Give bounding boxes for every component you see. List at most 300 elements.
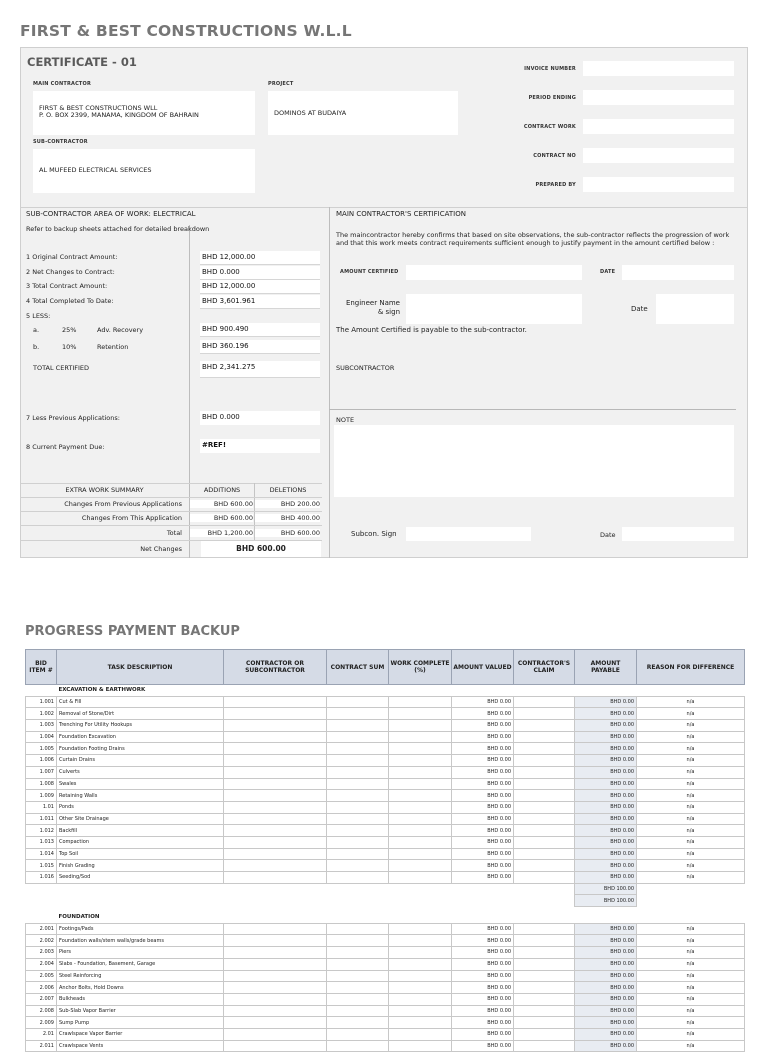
contractor-claim-cell[interactable] [514, 778, 575, 790]
section-spacer [26, 685, 57, 697]
extra-total-add: BHD 1,200.00 [190, 529, 253, 537]
amount-valued-cell: BHD 0.00 [452, 958, 514, 970]
amount-payable-cell: BHD 0.00 [575, 720, 637, 732]
work-complete-cell[interactable] [389, 860, 452, 872]
amount-valued-cell: BHD 0.00 [452, 801, 514, 813]
contractor-cell[interactable] [224, 813, 327, 825]
subcon-date-label: Date [600, 531, 616, 539]
col-contractor-claim: CONTRACTOR'S CLAIM [514, 650, 575, 685]
contractor-cell[interactable] [224, 1040, 327, 1052]
amount-payable-cell: BHD 0.00 [575, 790, 637, 802]
bid-item-number: 1.002 [26, 708, 57, 720]
work-complete-cell[interactable] [389, 720, 452, 732]
amount-payable-cell: BHD 0.00 [575, 993, 637, 1005]
contractor-claim-cell[interactable] [514, 993, 575, 1005]
contractor-cell[interactable] [224, 790, 327, 802]
table-row [26, 731, 745, 743]
col-bid-item: BID ITEM # [26, 650, 57, 685]
bid-item-number: 2.003 [26, 947, 57, 959]
table-row [26, 696, 745, 708]
period-ending-field[interactable] [583, 90, 734, 105]
work-complete-cell[interactable] [389, 1005, 452, 1017]
reason-cell: n/a [637, 801, 745, 813]
reason-cell: n/a [637, 778, 745, 790]
reason-cell: n/a [637, 993, 745, 1005]
total-spacer [637, 883, 745, 895]
amount-certified-field[interactable] [406, 265, 582, 280]
contract-no-label: CONTRACT NO [533, 153, 576, 159]
contractor-cell[interactable] [224, 848, 327, 860]
amount-payable-cell: BHD 0.00 [575, 982, 637, 994]
contract-sum-cell[interactable] [327, 731, 389, 743]
work-complete-cell[interactable] [389, 813, 452, 825]
contractor-claim-cell[interactable] [514, 982, 575, 994]
note-field[interactable] [334, 425, 734, 497]
reason-cell: n/a [637, 1040, 745, 1052]
contract-sum-cell[interactable] [327, 708, 389, 720]
contractor-cell[interactable] [224, 958, 327, 970]
bid-item-number: 2.004 [26, 958, 57, 970]
bid-item-number: 1.006 [26, 755, 57, 767]
net-changes-value: BHD 0.000 [200, 266, 320, 280]
contractor-claim-cell[interactable] [514, 958, 575, 970]
work-complete-cell[interactable] [389, 958, 452, 970]
extra-work-header: EXTRA WORK SUMMARY [65, 486, 144, 494]
backup-header-row [26, 650, 745, 685]
invoice-number-field[interactable] [583, 61, 734, 76]
task-description: Crawlspace Vapor Barrier [57, 1028, 224, 1040]
main-contractor-address: P. O. BOX 2399, MANAMA, KINGDOM OF BAHRAIN [39, 111, 199, 119]
contract-sum-cell[interactable] [327, 1040, 389, 1052]
less-label: 5 LESS: [26, 312, 51, 320]
amount-valued-cell: BHD 0.00 [452, 935, 514, 947]
subcontractor-label: SUB-CONTRACTOR [33, 139, 88, 145]
contractor-cell[interactable] [224, 935, 327, 947]
project-box [268, 91, 458, 135]
project-label: PROJECT [268, 81, 294, 87]
task-description: Compaction [57, 836, 224, 848]
work-complete-cell[interactable] [389, 790, 452, 802]
total-contract-value: BHD 12,000.00 [200, 280, 320, 294]
work-complete-cell[interactable] [389, 935, 452, 947]
contractor-cell[interactable] [224, 923, 327, 935]
amount-payable-cell: BHD 0.00 [575, 731, 637, 743]
work-complete-cell[interactable] [389, 1040, 452, 1052]
contractor-claim-cell[interactable] [514, 836, 575, 848]
contract-sum-cell[interactable] [327, 993, 389, 1005]
contract-sum-cell[interactable] [327, 801, 389, 813]
col-reason: REASON FOR DIFFERENCE [637, 650, 745, 685]
table-row [26, 790, 745, 802]
amount-payable-cell: BHD 0.00 [575, 813, 637, 825]
table-row [26, 708, 745, 720]
table-row [26, 947, 745, 959]
amount-payable-cell: BHD 0.00 [575, 872, 637, 884]
previous-applications-label: 7 Less Previous Applications: [26, 414, 120, 422]
engineer-sign-label: & sign [377, 308, 400, 316]
bid-item-number: 1.014 [26, 848, 57, 860]
section-total-row [26, 895, 745, 907]
contract-sum-cell[interactable] [327, 947, 389, 959]
contract-sum-cell[interactable] [327, 720, 389, 732]
progress-payment-backup-title: PROGRESS PAYMENT BACKUP [25, 624, 240, 639]
amount-valued-cell: BHD 0.00 [452, 813, 514, 825]
note-label: NOTE [336, 416, 355, 424]
changes-previous-del: BHD 200.00 [255, 500, 320, 508]
amount-payable-cell: BHD 0.00 [575, 923, 637, 935]
contractor-claim-cell[interactable] [514, 970, 575, 982]
contractor-claim-cell[interactable] [514, 923, 575, 935]
work-complete-cell[interactable] [389, 923, 452, 935]
work-complete-cell[interactable] [389, 1028, 452, 1040]
amount-valued-cell: BHD 0.00 [452, 1005, 514, 1017]
reason-cell: n/a [637, 755, 745, 767]
contractor-cell[interactable] [224, 743, 327, 755]
contract-sum-cell[interactable] [327, 1017, 389, 1029]
contract-sum-cell[interactable] [327, 778, 389, 790]
subcontractor-name: AL MUFEED ELECTRICAL SERVICES [39, 166, 152, 174]
bid-item-number: 1.011 [26, 813, 57, 825]
contractor-claim-cell[interactable] [514, 755, 575, 767]
contract-sum-cell[interactable] [327, 743, 389, 755]
engineer-sign-field[interactable] [406, 294, 582, 324]
work-complete-cell[interactable] [389, 1017, 452, 1029]
less-a-label: Adv. Recovery [97, 326, 144, 334]
amount-valued-cell: BHD 0.00 [452, 766, 514, 778]
changes-this-add: BHD 600.00 [190, 514, 253, 522]
net-changes-summary-value: BHD 600.00 [201, 541, 321, 557]
task-description: Sump Pump [57, 1017, 224, 1029]
prepared-by-field[interactable] [583, 177, 734, 192]
total-spacer [26, 895, 575, 907]
work-complete-cell[interactable] [389, 982, 452, 994]
col-amount-payable: AMOUNT PAYABLE [575, 650, 637, 685]
subcon-sign-field[interactable] [406, 527, 531, 541]
contractor-cell[interactable] [224, 720, 327, 732]
contract-sum-cell[interactable] [327, 970, 389, 982]
amount-valued-cell: BHD 0.00 [452, 923, 514, 935]
reason-cell: n/a [637, 836, 745, 848]
bid-item-number: 1.004 [26, 731, 57, 743]
contract-sum-cell[interactable] [327, 872, 389, 884]
contract-sum-cell[interactable] [327, 860, 389, 872]
bid-item-number: 1.015 [26, 860, 57, 872]
amount-valued-cell: BHD 0.00 [452, 778, 514, 790]
task-description: Finish Grading [57, 860, 224, 872]
table-row [26, 778, 745, 790]
contractor-cell[interactable] [224, 947, 327, 959]
bid-item-number: 1.008 [26, 778, 57, 790]
amount-payable-cell: BHD 0.00 [575, 935, 637, 947]
table-row [26, 958, 745, 970]
work-complete-cell[interactable] [389, 836, 452, 848]
contract-sum-cell[interactable] [327, 766, 389, 778]
contract-sum-cell[interactable] [327, 825, 389, 837]
contractor-claim-cell[interactable] [514, 860, 575, 872]
contractor-cell[interactable] [224, 1028, 327, 1040]
original-contract-value: BHD 12,000.00 [200, 251, 320, 265]
table-row [26, 720, 745, 732]
subcontractor-box [33, 149, 255, 193]
work-complete-cell[interactable] [389, 743, 452, 755]
table-row [26, 755, 745, 767]
contractor-cell[interactable] [224, 970, 327, 982]
contractor-claim-cell[interactable] [514, 825, 575, 837]
reason-cell: n/a [637, 813, 745, 825]
contractor-cell[interactable] [224, 982, 327, 994]
subcon-date-field[interactable] [622, 527, 734, 541]
contractor-claim-cell[interactable] [514, 743, 575, 755]
bid-item-number: 1.005 [26, 743, 57, 755]
reason-cell: n/a [637, 708, 745, 720]
contractor-cell[interactable] [224, 872, 327, 884]
deletions-header: DELETIONS [269, 486, 307, 494]
table-row [26, 935, 745, 947]
amount-valued-cell: BHD 0.00 [452, 1017, 514, 1029]
work-complete-cell[interactable] [389, 970, 452, 982]
extra-top-line [20, 483, 322, 484]
bid-item-number: 2.01 [26, 1028, 57, 1040]
contractor-cell[interactable] [224, 836, 327, 848]
bid-item-number: 2.006 [26, 982, 57, 994]
main-contractor-name: FIRST & BEST CONSTRUCTIONS WLL [39, 104, 158, 112]
reason-cell: n/a [637, 790, 745, 802]
amount-payable-cell: BHD 0.00 [575, 696, 637, 708]
col-contractor: CONTRACTOR OR SUBCONTRACTOR [224, 650, 327, 685]
reason-cell: n/a [637, 825, 745, 837]
prepared-by-label: PREPARED BY [535, 182, 576, 188]
contractor-cell[interactable] [224, 1017, 327, 1029]
table-row [26, 1028, 745, 1040]
date-caps-field[interactable] [622, 265, 734, 280]
contractor-cell[interactable] [224, 993, 327, 1005]
contract-sum-cell[interactable] [327, 790, 389, 802]
amount-payable-cell: BHD 0.00 [575, 947, 637, 959]
bid-item-number: 2.008 [26, 1005, 57, 1017]
work-complete-cell[interactable] [389, 766, 452, 778]
table-row [26, 825, 745, 837]
extra-total-del: BHD 600.00 [255, 529, 320, 537]
contract-no-field[interactable] [583, 148, 734, 163]
amount-valued-cell: BHD 0.00 [452, 993, 514, 1005]
table-row [26, 766, 745, 778]
extra-total-label: Total [166, 529, 182, 537]
total-completed-label: 4 Total Completed To Date: [26, 297, 114, 305]
col-amount-valued: AMOUNT VALUED [452, 650, 514, 685]
contractor-cell[interactable] [224, 778, 327, 790]
task-description: Steel Reinforcing [57, 970, 224, 982]
table-row [26, 743, 745, 755]
amount-payable-cell: BHD 0.00 [575, 766, 637, 778]
amount-payable-cell: BHD 0.00 [575, 708, 637, 720]
col-task-description: TASK DESCRIPTION [57, 650, 224, 685]
bid-item-number: 2.005 [26, 970, 57, 982]
contractor-claim-cell[interactable] [514, 1040, 575, 1052]
period-ending-label: PERIOD ENDING [528, 95, 576, 101]
work-complete-cell[interactable] [389, 755, 452, 767]
contractor-claim-cell[interactable] [514, 731, 575, 743]
work-complete-cell[interactable] [389, 825, 452, 837]
bid-item-number: 1.007 [26, 766, 57, 778]
reason-cell: n/a [637, 1005, 745, 1017]
task-description: Piers [57, 947, 224, 959]
amount-payable-cell: BHD 0.00 [575, 1040, 637, 1052]
table-row [26, 993, 745, 1005]
table-row [26, 836, 745, 848]
amount-payable-cell: BHD 0.00 [575, 836, 637, 848]
task-description: Foundation Footing Drains [57, 743, 224, 755]
amount-valued-cell: BHD 0.00 [452, 1028, 514, 1040]
amount-payable-cell: BHD 0.00 [575, 801, 637, 813]
amount-payable-cell: BHD 0.00 [575, 1005, 637, 1017]
contract-work-label: CONTRACT WORK [523, 124, 576, 130]
contractor-claim-cell[interactable] [514, 947, 575, 959]
previous-applications-value: BHD 0.000 [200, 411, 320, 425]
contractor-claim-cell[interactable] [514, 935, 575, 947]
col-work-complete: WORK COMPLETE (%) [389, 650, 452, 685]
reason-cell: n/a [637, 720, 745, 732]
contract-sum-cell[interactable] [327, 755, 389, 767]
work-complete-cell[interactable] [389, 872, 452, 884]
work-complete-cell[interactable] [389, 848, 452, 860]
work-complete-cell[interactable] [389, 801, 452, 813]
table-row [26, 970, 745, 982]
reason-cell: n/a [637, 982, 745, 994]
contract-sum-cell[interactable] [327, 848, 389, 860]
section-header-row [26, 912, 745, 924]
contract-sum-cell[interactable] [327, 923, 389, 935]
contractor-claim-cell[interactable] [514, 801, 575, 813]
table-row [26, 1040, 745, 1052]
extra-header-line [20, 497, 322, 498]
contract-sum-cell[interactable] [327, 982, 389, 994]
task-description: Footings/Pads [57, 923, 224, 935]
reason-cell: n/a [637, 1028, 745, 1040]
section-name: FOUNDATION [58, 914, 100, 921]
table-row [26, 813, 745, 825]
additions-header: ADDITIONS [203, 486, 241, 494]
contractor-cell[interactable] [224, 860, 327, 872]
less-a-percent: 25% [62, 326, 77, 334]
section-total-value: BHD 100.00 [575, 895, 637, 907]
contractor-cell[interactable] [224, 755, 327, 767]
retention-value: BHD 360.196 [200, 340, 320, 354]
less-b-label: Retention [97, 343, 129, 351]
bid-item-number: 1.013 [26, 836, 57, 848]
contractor-claim-cell[interactable] [514, 1017, 575, 1029]
reason-cell: n/a [637, 923, 745, 935]
amount-payable-cell: BHD 0.00 [575, 743, 637, 755]
bid-item-number: 1.01 [26, 801, 57, 813]
contract-sum-cell[interactable] [327, 1005, 389, 1017]
backup-note: Refer to backup sheets attached for detailed breakdown [26, 225, 210, 233]
total-completed-value: BHD 3,601.961 [200, 295, 320, 309]
table-row [26, 1005, 745, 1017]
contractor-claim-cell[interactable] [514, 766, 575, 778]
column-divider [189, 225, 190, 558]
contractor-cell[interactable] [224, 801, 327, 813]
contractor-cell[interactable] [224, 766, 327, 778]
net-changes-label: 2 Net Changes to Contract: [26, 268, 115, 276]
contractor-cell[interactable] [224, 696, 327, 708]
table-row [26, 872, 745, 884]
work-complete-cell[interactable] [389, 993, 452, 1005]
contractor-claim-cell[interactable] [514, 708, 575, 720]
note-divider [329, 409, 736, 410]
contractor-claim-cell[interactable] [514, 1005, 575, 1017]
amount-valued-cell: BHD 0.00 [452, 982, 514, 994]
project-name: DOMINOS AT BUDAIYA [274, 109, 347, 117]
amount-certified-label: AMOUNT CERTIFIED [340, 269, 399, 275]
contractor-claim-cell[interactable] [514, 813, 575, 825]
task-description: Bulkheads [57, 993, 224, 1005]
contractor-cell[interactable] [224, 1005, 327, 1017]
contractor-claim-cell[interactable] [514, 696, 575, 708]
work-complete-cell[interactable] [389, 708, 452, 720]
contractor-claim-cell[interactable] [514, 790, 575, 802]
contractor-claim-cell[interactable] [514, 720, 575, 732]
less-a-letter: a. [33, 326, 40, 334]
contract-sum-cell[interactable] [327, 836, 389, 848]
contract-sum-cell[interactable] [327, 935, 389, 947]
task-description: Cut & Fill [57, 696, 224, 708]
company-name: FIRST & BEST CONSTRUCTIONS W.L.L [20, 22, 352, 40]
engineer-date-field[interactable] [656, 294, 734, 324]
adv-recovery-value: BHD 900.490 [200, 323, 320, 337]
contractor-cell[interactable] [224, 731, 327, 743]
contractor-claim-cell[interactable] [514, 872, 575, 884]
amount-payable-cell: BHD 0.00 [575, 755, 637, 767]
contractor-cell[interactable] [224, 825, 327, 837]
bid-item-number: 1.012 [26, 825, 57, 837]
contractor-claim-cell[interactable] [514, 1028, 575, 1040]
contract-sum-cell[interactable] [327, 1028, 389, 1040]
amount-valued-cell: BHD 0.00 [452, 790, 514, 802]
contractor-cell[interactable] [224, 708, 327, 720]
reason-cell: n/a [637, 1017, 745, 1029]
work-complete-cell[interactable] [389, 696, 452, 708]
reason-cell: n/a [637, 872, 745, 884]
total-spacer [26, 883, 575, 895]
bid-item-number: 2.007 [26, 993, 57, 1005]
reason-cell: n/a [637, 935, 745, 947]
table-row [26, 860, 745, 872]
contract-sum-cell[interactable] [327, 958, 389, 970]
bid-item-number: 1.001 [26, 696, 57, 708]
work-complete-cell[interactable] [389, 947, 452, 959]
section-total-row [26, 883, 745, 895]
amount-payable-cell: BHD 0.00 [575, 825, 637, 837]
original-contract-label: 1 Original Contract Amount: [26, 253, 118, 261]
contract-sum-cell[interactable] [327, 696, 389, 708]
task-description: Foundation walls/stem walls/grade beams [57, 935, 224, 947]
table-row [26, 1017, 745, 1029]
contract-sum-cell[interactable] [327, 813, 389, 825]
contract-work-field[interactable] [583, 119, 734, 134]
reason-cell: n/a [637, 848, 745, 860]
changes-previous-add: BHD 600.00 [190, 500, 253, 508]
work-complete-cell[interactable] [389, 731, 452, 743]
net-changes-summary-label: Net Changes [140, 545, 182, 553]
contractor-claim-cell[interactable] [514, 848, 575, 860]
total-certified-label: TOTAL CERTIFIED [33, 364, 90, 372]
amount-payable-cell: BHD 0.00 [575, 1017, 637, 1029]
work-complete-cell[interactable] [389, 778, 452, 790]
backup-table [25, 649, 745, 1052]
amount-payable-cell: BHD 0.00 [575, 860, 637, 872]
invoice-number-label: INVOICE NUMBER [524, 66, 576, 72]
amount-valued-cell: BHD 0.00 [452, 848, 514, 860]
